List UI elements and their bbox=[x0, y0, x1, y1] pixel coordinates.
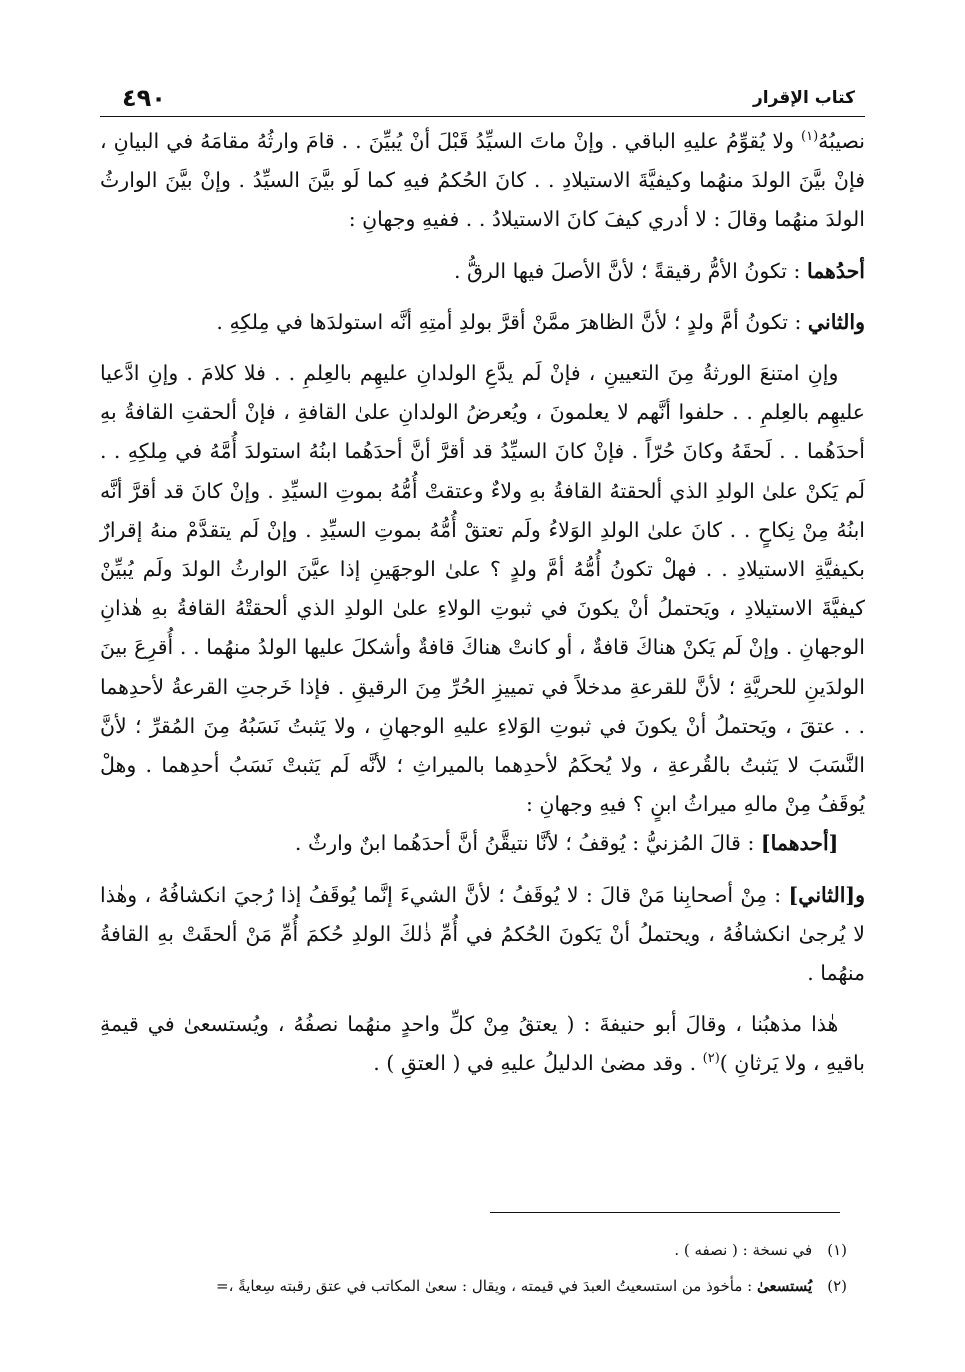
paragraph-lead: و[الثاني] bbox=[788, 882, 865, 907]
paragraph-intro bbox=[100, 122, 865, 240]
footnote-text: : مأخوذ من استسعيتُ العبدَ في قيمته ، ويقال : سعىٰ المكاتب في عتق رقبته سِعايةً ،= bbox=[216, 1277, 758, 1295]
footnote-number: (٢) bbox=[827, 1277, 847, 1295]
paragraph-lead: والثاني bbox=[807, 309, 865, 334]
paragraph-lead: أحدُهما bbox=[806, 258, 865, 283]
paragraph-text: هٰذا مذهبُنا ، وقالَ أبو حنيفةَ : ( يعتقُ مِنْ كلِّ واحدٍ منهُما نصفُهُ ، ويُستسعىٰ في قيمةِ باقيهِ ، ولا يَرثانِ ) bbox=[100, 1012, 865, 1076]
paragraph-text: : تكونُ أمَّ ولدٍ ؛ لأنَّ الظاهرَ ممَّنْ أقرَّ بولدِ أمتِهِ أنَّه استولدَها في مِلكِهِ . bbox=[216, 309, 808, 334]
paragraph-text: : تكونُ الأمُّ رقيقةً ؛ لأنَّ الأصلَ فيها الرقُّ . bbox=[453, 258, 807, 283]
paragraph-text-tail: ولا يُقوِّمُ عليهِ الباقي . وإنْ ماتَ السيِّدُ قَبْلَ أنْ يُبيِّنَ . . قامَ وارثُهُ مقامَهُ في البيانِ ، فإنْ بيَّنَ الولدَ منهُما وكيفيَّةَ الاستيلادِ . . كانَ الحُكمُ فيهِ كما لَو بيَّنَ السيِّدُ . وإنْ بيَّنَ الوارثُ الولدَ منهُما وقالَ : لا أدري كيفَ كانَ الاستيلادُ . . ففيهِ وجهانِ : bbox=[100, 129, 865, 232]
paragraph-text: وإنِ امتنعَ الورثةُ مِنَ التعيينِ ، فإنْ لَم يدَّعِ الولدانِ عليهِم بالعِلمِ . . فلا كلامَ . وإنِ ادَّعيا عليهِم بالعِلمِ . . حلفوا أنَّهم لا يعلمونَ ، ويُعرضُ الولدانِ علىٰ القافةِ ، فإنْ ألحقتِ القافةُ بهِ أحدَهُما . . لَحقَهُ وكانَ حُرّاً . فإنْ كانَ السيِّدُ قد أقرَّ أنَّ أحدَهُما ابنُهُ استولدَ أُمَّهُ في مِلكِهِ . . لَم يَكنْ علىٰ الولدِ الذي ألحقتهُ القافةُ بهِ ولاءٌ وعتقتْ أُمُّهُ بموتِ السيِّدِ . وإنْ كانَ قد أقرَّ أنَّه ابنُهُ مِنْ نِكاحٍ . . كانَ علىٰ الولدِ الوَلاءُ ولَم تعتقْ أُمُّهُ بموتِ السيِّدِ . وإنْ لَم يتقدَّمْ منهُ إقرارٌ بكيفيَّةِ الاستيلادِ . . فهلْ تكونُ أُمُّهُ أمَّ ولدٍ ؟ علىٰ الوجهَينِ إذا عيَّنَ الوارثُ الولدَ ولَم يُبيِّنْ كيفيَّةَ الاستيلادِ ، ويَحتملُ أنْ يكونَ في ثبوتِ الولاءِ علىٰ الولدِ الذي ألحقتْهُ القافةُ بهِ هٰذانِ الوجهانِ . وإنْ لَم يَكنْ هناكَ قافةٌ ، أو كانتْ هناكَ قافةٌ وأشكلَ عليها الولدُ منهُما . . أُقرِعَ بينَ الولدَينِ للحريَّةِ ؛ لأنَّ للقرعةِ مدخلاً في تمييزِ الحُرِّ مِنَ الرقيقِ . فإذا خَرجتِ القرعةُ لأحدِهما . . عتقَ ، ويَحتملُ أنْ يكونَ في ثبوتِ الوَلاءِ عليهِ الوجهانِ ، ولا يَثبتُ نَسَبُهُ مِنَ المُقرِّ ؛ لأنَّ النَّسَبَ لا يَثبتُ بالقُرعةِ ، ولا يُحكَمُ لأحدِهما بالميراثِ ؛ لأنَّه لَم يَثبتْ نَسَبُ أحدِهما . وهلْ يُوقَفُ مِنْ مالهِ ميراثُ ابنٍ ؟ فيهِ وجهانِ : bbox=[100, 361, 865, 817]
chapter-title: كتاب الإقرار bbox=[752, 88, 855, 108]
footnote-separator bbox=[490, 1212, 840, 1213]
paragraph-lead: [أحدهما] bbox=[760, 831, 839, 856]
footnote-ref-2[interactable]: (٢) bbox=[702, 1051, 720, 1067]
paragraph-second-opinion bbox=[100, 876, 865, 994]
footnote-ref-1[interactable]: (١) bbox=[801, 129, 819, 145]
paragraph-text: نصيبُهُ bbox=[818, 129, 865, 153]
paragraph-text-tail: . وقد مضىٰ الدليلُ عليهِ في ( العتقِ ) . bbox=[373, 1051, 703, 1076]
footnote-text: في نسخة : ( نصفه ) . bbox=[674, 1241, 813, 1259]
paragraph-first-view bbox=[100, 252, 865, 291]
paragraph-muzani bbox=[100, 824, 865, 863]
paragraph-heirs-refuse bbox=[100, 354, 865, 824]
header-rule bbox=[100, 116, 865, 117]
footnote-2 bbox=[100, 1268, 847, 1304]
page-number: ٤٩٠ bbox=[122, 84, 166, 112]
footnote-head: يُستسعىٰ bbox=[757, 1277, 813, 1295]
paragraph-second-view bbox=[100, 303, 865, 342]
paragraph-text: : قالَ المُزنيُّ : يُوقفُ ؛ لأنَّا نتيقَّنُ أنَّ أحدَهُما ابنٌ وارثٌ . bbox=[294, 831, 761, 856]
footnote-1 bbox=[100, 1232, 847, 1268]
footnotes bbox=[100, 1232, 847, 1304]
footnote-number: (١) bbox=[827, 1241, 847, 1259]
paragraph-abu-hanifa bbox=[100, 1005, 865, 1083]
paragraph-text: : مِنْ أصحابِنا مَنْ قالَ : لا يُوقَفُ ؛ لأنَّ الشيءَ إنَّما يُوقَفُ إذا رُجيَ انكشافُهُ ، وهٰذا لا يُرجىٰ انكشافُهُ ، ويحتملُ أنْ يَكونَ الحُكمُ في أُمِّ ذٰلكَ الولدِ حُكمَ أُمِّ مَنْ ألحقَتْ بهِ القافةُ منهُما . bbox=[100, 882, 865, 986]
running-header bbox=[100, 80, 865, 114]
main-text bbox=[100, 122, 865, 1084]
